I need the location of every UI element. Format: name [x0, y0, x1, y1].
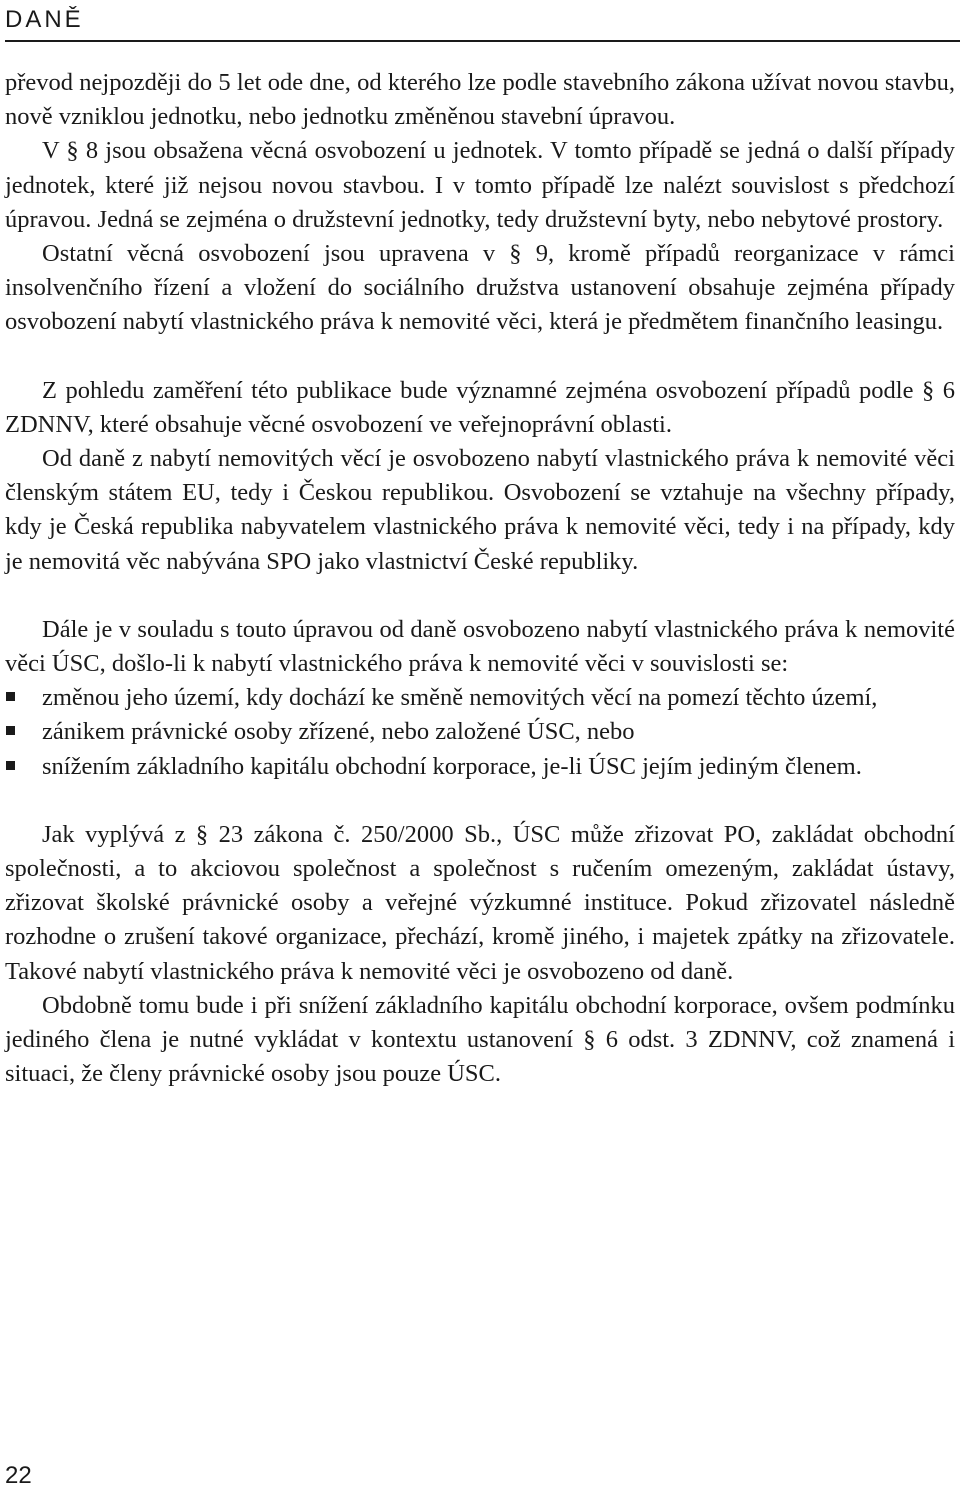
running-header: [5, 4, 960, 42]
list-item-text: zánikem právnické osoby zřízené, nebo založené ÚSC, nebo: [42, 718, 635, 746]
page-body: [5, 66, 955, 1091]
list-item: [5, 750, 955, 784]
paragraph-6: Dále je v souladu s touto úpravou od daně osvobozeno nabytí vlastnického práva k nemovité věci ÚSC, došlo-li k nabytí vlastnického práva k nemovité věci v souvislosti se:: [5, 615, 955, 678]
paragraph-3: Ostatní věcná osvobození jsou upravena v § 9, kromě případů reorganizace v rámci insolvenčního řízení a vložení do sociálního družstva ustanovení obsahuje zejména případy osvobození nabytí vlastnického práva k nemovité věci, která je předmětem finančního leasingu.: [5, 240, 955, 336]
paragraph-2: V § 8 jsou obsažena věcná osvobození u jednotek. V tomto případě se jedná o další případy jednotek, které již nejsou novou stavbou. I v tomto případě lze nalézt souvislost s předchozí úpravou. Jedná se zejména o družstevní jednotky, tedy družstevní byty, nebo nebytové prostory.: [5, 137, 955, 233]
list-item: [5, 715, 955, 749]
section-title: DANĚ: [5, 6, 84, 33]
square-bullet-icon: [6, 692, 15, 701]
square-bullet-icon: [6, 726, 15, 735]
paragraph-4: Z pohledu zaměření této publikace bude významné zejména osvobození případů podle § 6 ZDNNV, které obsahuje věcné osvobození ve veřejnoprávní oblasti.: [5, 376, 955, 438]
paragraph-7: Jak vyplývá z § 23 zákona č. 250/2000 Sb., ÚSC může zřizovat PO, zakládat obchodní společnosti, a to akciovou společnost a společnost s ručením omezeným, zakládat ústavy, zřizovat školské právnické osoby a veřejné výzkumné instituce. Pokud zřizovatel následně rozhodne o zrušení takové organizace, přechází, kromě jiného, i majetek zpátky na zřizovatele. Takové nabytí vlastnického práva k nemovité věci je osvobozeno od daně.: [5, 820, 955, 985]
list-item: [5, 681, 955, 715]
square-bullet-icon: [6, 761, 15, 770]
list-item-text: změnou jeho území, kdy dochází ke směně nemovitých věcí na pomezí těchto území,: [42, 684, 878, 712]
paragraph-8: Obdobně tomu bude i při snížení základního kapitálu obchodní korporace, ovšem podmínku jediného člena je nutné vykládat v kontextu ustanovení § 6 odst. 3 ZDNNV, což znamená i situaci, že členy právnické osoby jsou pouze ÚSC.: [5, 991, 955, 1088]
page-number: 22: [5, 1462, 32, 1489]
paragraph-spacer: [5, 340, 955, 374]
paragraph-1: převod nejpozději do 5 let ode dne, od kterého lze podle stavebního zákona užívat novou stavbu, nově vzniklou jednotku, nebo jednotku změněnou stavební úpravou.: [5, 69, 955, 131]
bullet-list: [5, 681, 955, 784]
paragraph-5: Od daně z nabytí nemovitých věcí je osvobozeno nabytí vlastnického práva k nemovité věci členským státem EU, tedy i Českou republikou. Osvobození se vztahuje na všechny případy, kdy je Česká republika nabyvatelem vlastnického práva k nemovité věci, tedy i na případy, kdy je nemovitá věc nabývána SPO jako vlastnictví České republiky.: [5, 445, 955, 575]
paragraph-spacer: [5, 784, 955, 818]
list-item-text: snížením základního kapitálu obchodní korporace, je-li ÚSC jejím jediným členem.: [42, 752, 862, 780]
paragraph-spacer: [5, 579, 955, 613]
